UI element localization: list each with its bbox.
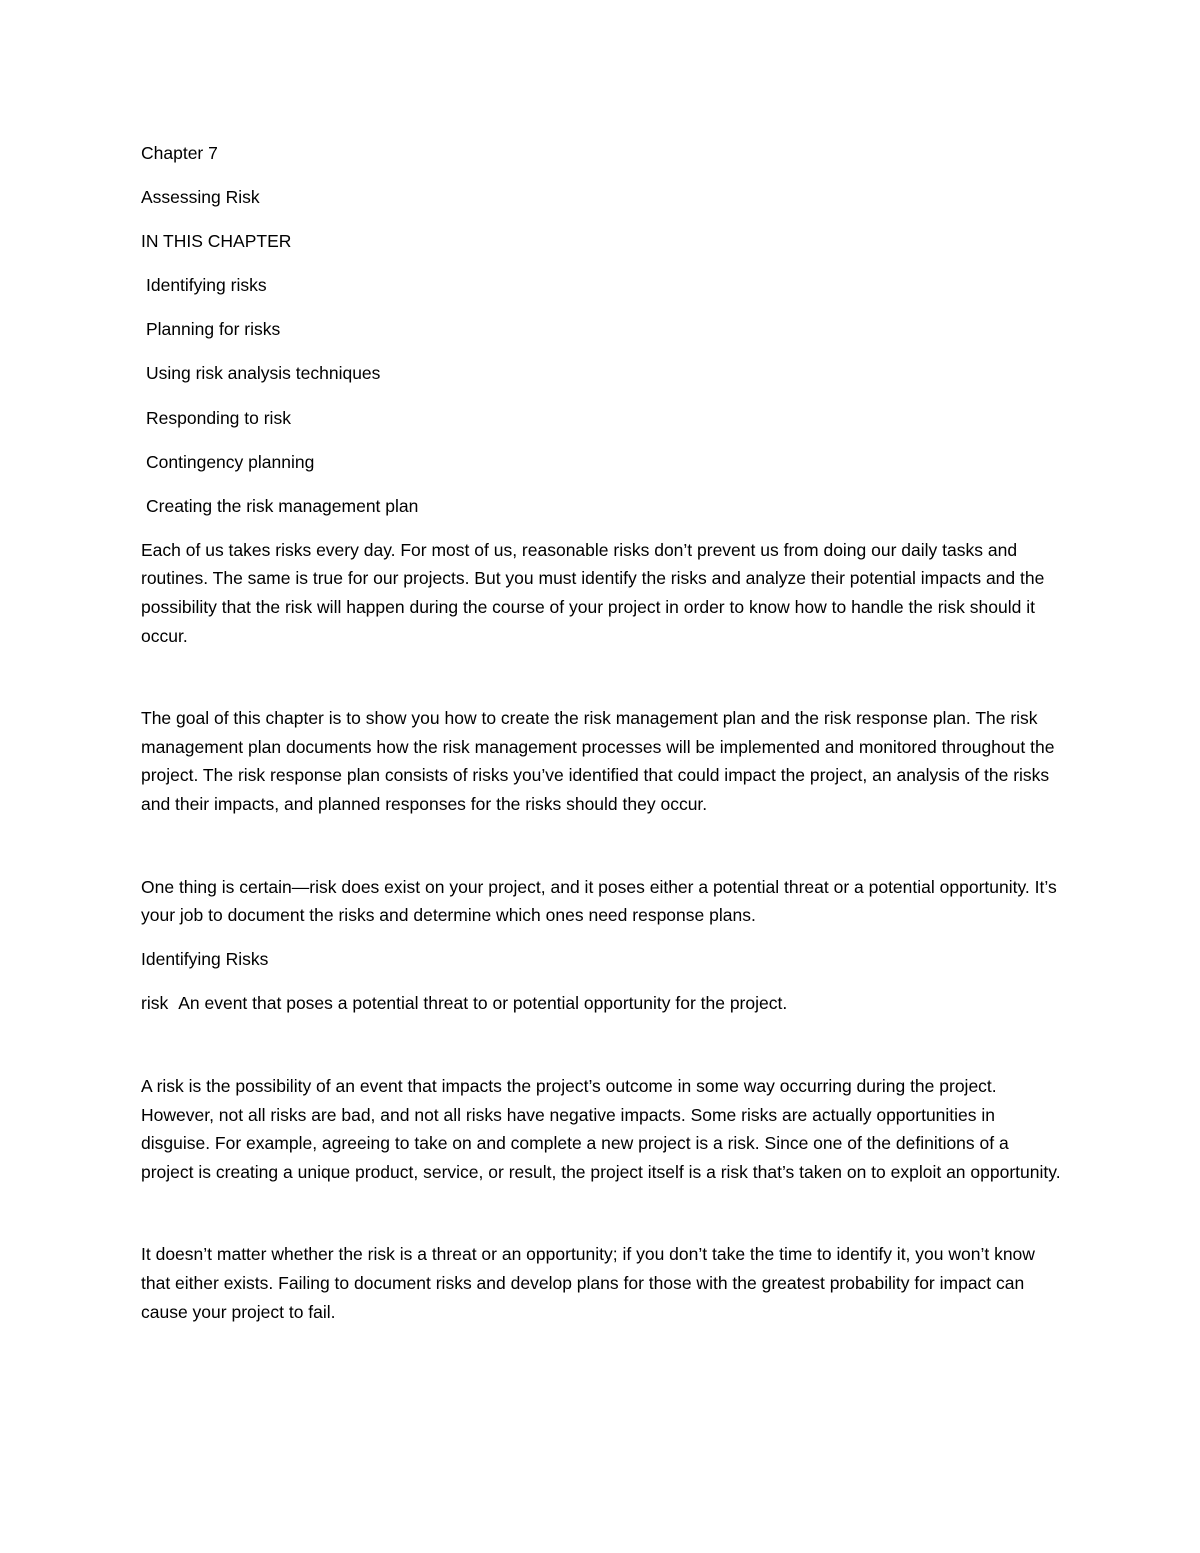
definition-text: An event that poses a potential threat to or potential opportunity for the project. — [178, 993, 788, 1014]
toc-item-risk-analysis-techniques: Using risk analysis techniques — [146, 363, 381, 384]
toc-item-responding-to-risk: Responding to risk — [146, 407, 291, 428]
paragraph-goal: The goal of this chapter is to show you how to create the risk management plan and the risk response plan. The risk management plan documents how the risk management processes will be implemented and monitored throughout the project. The risk response plan consists of risks you’ve identified that could impact the project, an analysis of the risks and their impacts, and planned responses for the risks should they occur. — [141, 708, 1055, 814]
definition-term: risk — [141, 993, 169, 1014]
toc-item-risk-management-plan: Creating the risk management plan — [146, 495, 419, 516]
paragraph-doesnt-matter: It doesn’t matter whether the risk is a threat or an opportunity; if you don’t take the time to identify it, you won’t know that either exists. Failing to document risks and develop plans for those with the greatest probability for impact can cause your project to fail. — [141, 1244, 1035, 1322]
paragraph-risk-is: A risk is the possibility of an event that impacts the project’s outcome in some way occurring during the project. However, not all risks are bad, and not all risks have negative impacts. Some risks are actually opportunities in disguise. For example, agreeing to take on and complete a new project is a risk. Since one of the definitions of a project is creating a unique product, service, or result, the project itself is a risk that’s taken on to exploit an opportunity. — [141, 1075, 1061, 1182]
chapter-label: Chapter 7 — [141, 143, 218, 163]
toc-item-identifying-risks: Identifying risks — [146, 275, 267, 296]
paragraph-intro: Each of us takes risks every day. For most of us, reasonable risks don’t prevent us from doing our daily tasks and routines. The same is true for our projects. But you must identify the risks and analyze their potential impacts and the possibility that the risk will happen during the course of your project in order to know how to handle the risk should it occur. — [141, 539, 1045, 646]
paragraph-certain: One thing is certain—risk does exist on your project, and it poses either a potential threat or a potential opportunity. It’s your job to document the risks and determine which ones need response plans. — [141, 876, 1057, 926]
in-this-chapter-heading: IN THIS CHAPTER — [141, 231, 292, 252]
definition-risk — [141, 989, 1061, 1018]
document-body — [141, 139, 1061, 1326]
section-heading-identifying-risks: Identifying Risks — [141, 949, 269, 970]
toc-item-planning-for-risks: Planning for risks — [146, 319, 281, 340]
toc-item-contingency-planning: Contingency planning — [146, 451, 315, 472]
chapter-title: Assessing Risk — [141, 187, 260, 208]
